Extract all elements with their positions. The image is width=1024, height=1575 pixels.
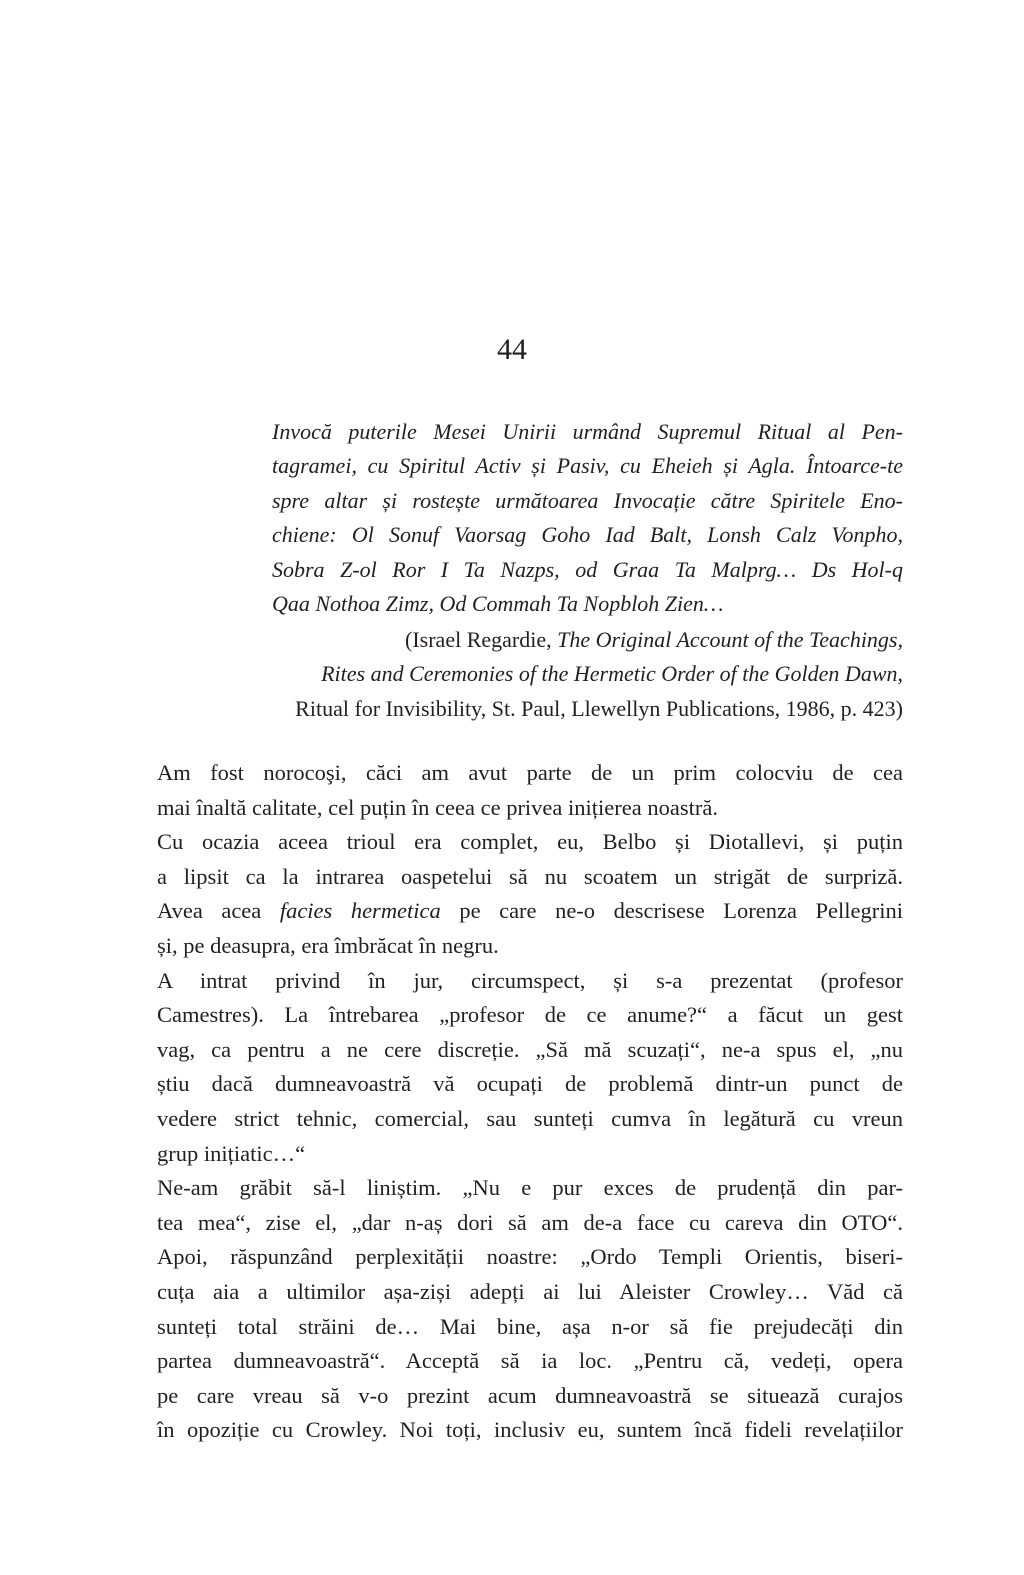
- body-line: [157, 756, 903, 791]
- italic-text: spre altar și rostește următoarea Invocație către Spiritele Eno-: [272, 487, 903, 513]
- italic-text: Invocă puterile Mesei Unirii urmând Supremul Ritual al Pen-: [272, 419, 903, 444]
- text: grup inițiatic…“: [157, 1140, 306, 1166]
- epigraph-line: [272, 415, 903, 449]
- citation-line: [150, 623, 903, 657]
- text: pe care vreau să v-o prezint acum dumneavoastră se situează curajos: [157, 1382, 903, 1408]
- body-line: [157, 998, 903, 1033]
- body-line: [157, 1344, 903, 1379]
- body-line: [157, 860, 903, 895]
- text: Cu ocazia aceea trioul era complet, eu, Belbo și Diotallevi, și puțin: [157, 829, 903, 855]
- text: sunteți total străini de… Mai bine, așa n-or să fie prejudecăți din: [157, 1313, 903, 1339]
- body-text: [157, 756, 903, 1448]
- text: cuța aia a ultimilor așa-ziși adepți ai lui Aleister Crowley… Văd că: [157, 1278, 903, 1304]
- text: vag, ca pentru a ne cere discreție. „Să mă scuzați“, ne-a spus el, „nu: [157, 1036, 903, 1062]
- body-line: [157, 825, 903, 860]
- text: Am fost norocoşi, căci am avut parte de un prim colocviu de cea: [157, 760, 903, 785]
- text: Apoi, răspunzând perplexității noastre: „Ordo Templi Orientis, biseri-: [157, 1244, 903, 1270]
- text: Ne-am grăbit să-l liniștim. „Nu e pur exces de prudență din par-: [157, 1175, 903, 1201]
- body-line: [157, 1102, 903, 1137]
- text: și, pe deasupra, era îmbrăcat în negru.: [157, 932, 499, 958]
- italic-text: chiene: Ol Sonuf Vaorsag Goho Iad Balt, Lonsh Calz Vonpho,: [272, 522, 903, 548]
- italic-text: tagramei, cu Spiritul Activ și Pasiv, cu Eheieh și Agla. Întoarce-te: [272, 453, 903, 479]
- body-line: [157, 1033, 903, 1068]
- text: ,: [897, 661, 903, 687]
- body-line: [157, 1171, 903, 1206]
- epigraph-line: [272, 518, 903, 552]
- text: (Israel Regardie,: [405, 627, 558, 652]
- epigraph-line: [272, 449, 903, 483]
- text: a lipsit ca la intrarea oaspetelui să nu scoatem un strigăt de surpriză.: [157, 863, 903, 889]
- epigraph: [272, 415, 903, 621]
- body-line: [157, 1379, 903, 1414]
- epigraph-citation: [150, 623, 903, 726]
- text: mai înaltă calitate, cel puțin în ceea ce privea inițierea noastră.: [157, 794, 718, 820]
- epigraph-line: [272, 484, 903, 518]
- body-line: [157, 791, 903, 826]
- epigraph-line: [272, 553, 903, 587]
- italic-text: The Original Account of the Teachings,: [557, 627, 903, 652]
- citation-line: [150, 657, 903, 691]
- italic-text: Qaa Nothoa Zimz, Od Commah Ta Nopbloh Zien…: [272, 590, 724, 616]
- text: știu dacă dumneavoastră vă ocupați de problemă dintr-un punct de: [157, 1071, 903, 1097]
- citation-line: [150, 692, 903, 726]
- text: vedere strict tehnic, comercial, sau sunteți cumva în legătură cu vreun: [157, 1105, 903, 1131]
- body-line: [157, 1067, 903, 1102]
- italic-text: Rites and Ceremonies of the Hermetic Order of the Golden Dawn: [321, 661, 898, 687]
- body-line: [157, 964, 903, 999]
- text: Ritual for Invisibility, St. Paul, Llewellyn Publications, 1986, p. 423): [295, 695, 903, 721]
- italic-text: Sobra Z-ol Ror I Ta Nazps, od Graa Ta Malprg… Ds Hol-q: [272, 556, 903, 582]
- body-line: [157, 1275, 903, 1310]
- body-line: [157, 929, 903, 964]
- text: pe care ne-o descrisese Lorenza Pellegrini: [440, 898, 904, 924]
- page-number: 44: [497, 333, 527, 366]
- body-line: [157, 1206, 903, 1241]
- text: A intrat privind în jur, circumspect, și s-a prezentat (profesor: [157, 967, 903, 993]
- text: partea dumneavoastră“. Acceptă să ia loc. „Pentru că, vedeți, opera: [157, 1348, 903, 1374]
- body-line: [157, 1137, 903, 1172]
- text: tea mea“, zise el, „dar n-aș dori să am de-a face cu careva din OTO“.: [157, 1209, 903, 1235]
- text: în opoziție cu Crowley. Noi toți, inclusiv eu, suntem încă fideli revelațiilor: [157, 1417, 903, 1443]
- text: Avea acea: [157, 898, 280, 924]
- body-line: [157, 1413, 903, 1448]
- text: Camestres). La întrebarea „profesor de ce anume?“ a făcut un gest: [157, 1002, 903, 1028]
- body-line: [157, 1310, 903, 1345]
- body-line: [157, 1240, 903, 1275]
- italic-text: facies hermetica: [279, 898, 441, 924]
- body-line: [157, 894, 903, 929]
- epigraph-line: [272, 587, 903, 621]
